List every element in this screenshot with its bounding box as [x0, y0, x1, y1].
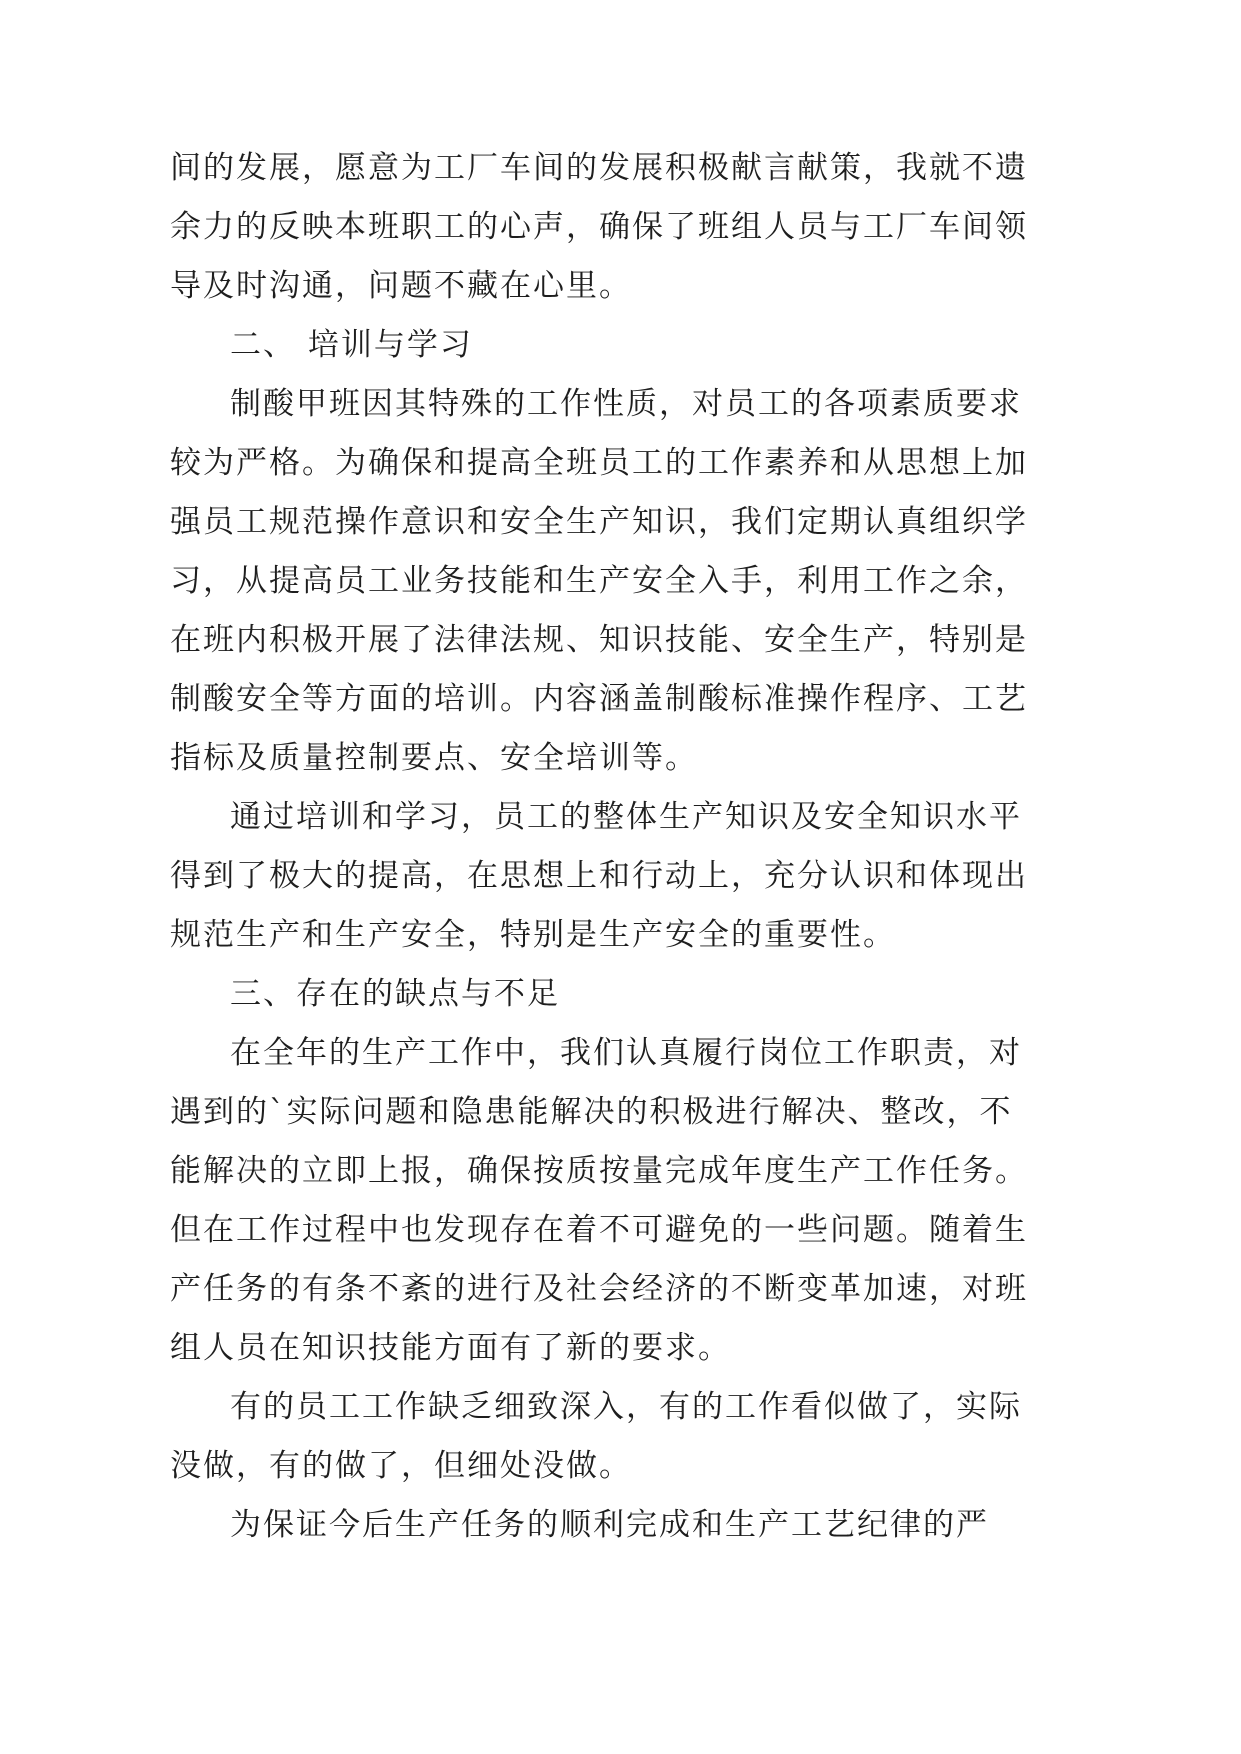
- text-line: 得到了极大的提高，在思想上和行动上，充分认识和体现出: [170, 858, 1028, 894]
- text-line: 通过培训和学习，员工的整体生产知识及安全知识水平: [230, 799, 1022, 835]
- text-line: 在班内积极开展了法律法规、知识技能、安全生产，特别是: [170, 622, 1028, 658]
- text-line: 没做，有的做了，但细处没做。: [170, 1448, 632, 1484]
- text-line: 规范生产和生产安全，特别是生产安全的重要性。: [170, 917, 896, 953]
- text-line: 指标及质量控制要点、安全培训等。: [170, 740, 698, 776]
- text-line: 遇到的`实际问题和隐患能解决的积极进行解决、整改，不: [170, 1094, 1013, 1130]
- text-line: 有的员工工作缺乏细致深入，有的工作看似做了，实际: [230, 1389, 1022, 1425]
- text-line: 但在工作过程中也发现存在着不可避免的一些问题。随着生: [170, 1212, 1028, 1248]
- section-heading: 二、 培训与学习: [230, 327, 473, 363]
- text-line: 制酸甲班因其特殊的工作性质，对员工的各项素质要求: [230, 386, 1022, 422]
- text-line: 产任务的有条不紊的进行及社会经济的不断变革加速，对班: [170, 1271, 1028, 1307]
- text-line: 强员工规范操作意识和安全生产知识，我们定期认真组织学: [170, 504, 1028, 540]
- text-line: 导及时沟通，问题不藏在心里。: [170, 268, 632, 304]
- text-line: 余力的反映本班职工的心声，确保了班组人员与工厂车间领: [170, 209, 1028, 245]
- text-line: 制酸安全等方面的培训。内容涵盖制酸标准操作程序、工艺: [170, 681, 1028, 717]
- text-line: 为保证今后生产任务的顺利完成和生产工艺纪律的严: [230, 1507, 989, 1543]
- text-line: 组人员在知识技能方面有了新的要求。: [170, 1330, 731, 1366]
- section-heading: 三、存在的缺点与不足: [230, 976, 560, 1012]
- text-line: 较为严格。为确保和提高全班员工的工作素养和从思想上加: [170, 445, 1028, 481]
- text-line: 间的发展，愿意为工厂车间的发展积极献言献策，我就不遗: [170, 150, 1028, 186]
- text-line: 能解决的立即上报，确保按质按量完成年度生产工作任务。: [170, 1153, 1028, 1189]
- text-line: 习，从提高员工业务技能和生产安全入手，利用工作之余，: [170, 563, 1028, 599]
- text-line: 在全年的生产工作中，我们认真履行岗位工作职责，对: [230, 1035, 1022, 1071]
